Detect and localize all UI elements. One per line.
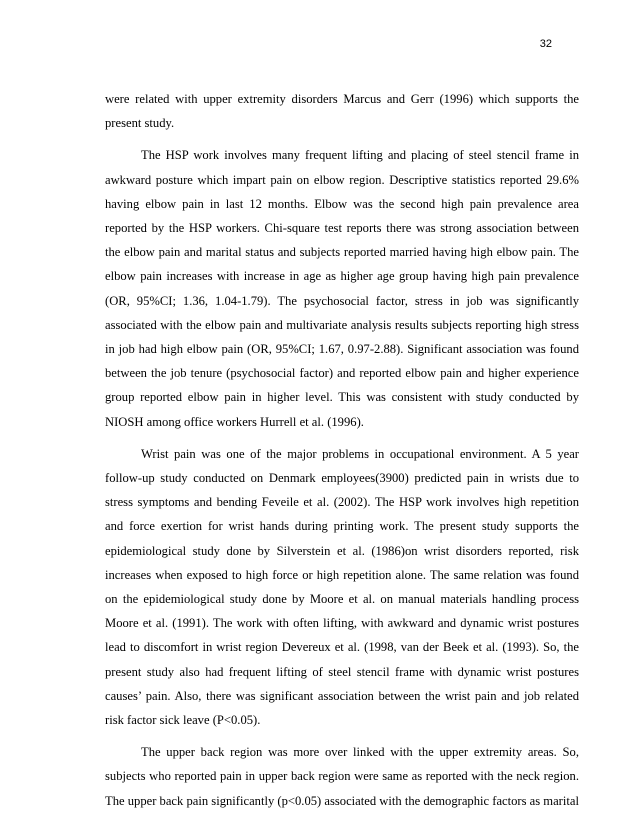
- body-text: [105, 87, 579, 821]
- paragraph-wrist-pain: Wrist pain was one of the major problems in occupational environment. A 5 year follow-up study conducted on Denmark employees(3900) predicted pain in wrists due to stress symptoms and bending Feveile et al. (2002). The HSP work involves high repetition and force exertion for wrist hands during printing work. The present study supports the epidemiological study done by Silverstein et al. (1986)on wrist disorders reported, risk increases when exposed to high force or high repetition alone. The same relation was found on the epidemiological study done by Moore et al. on manual materials handling process Moore et al. (1991). The work with often lifting, with awkward and dynamic wrist postures lead to discomfort in wrist region Devereux et al. (1998, van der Beek et al. (1993). So, the present study also had frequent lifting of steel stencil frame with dynamic wrist postures causes’ pain. Also, there was significant association between the wrist pain and job related risk factor sick leave (P<0.05).: [105, 446, 579, 728]
- paragraph-elbow-pain: The HSP work involves many frequent lifting and placing of steel stencil frame in awkward posture which impart pain on elbow region. Descriptive statistics reported 29.6% having elbow pain in last 12 months. Elbow was the second high pain prevalence area reported by the HSP workers. Chi-square test reports there was strong association between the elbow pain and marital status and subjects reported married having high elbow pain. The elbow pain increases with increase in age as higher age group having high pain prevalence (OR, 95%CI; 1.36, 1.04-1.79). The psychosocial factor, stress in job was significantly associated with the elbow pain and multivariate analysis results subjects reporting high stress in job had high elbow pain (OR, 95%CI; 1.67, 0.97-2.88). Significant association was found between the job tenure (psychosocial factor) and reported elbow pain and higher experience group reported elbow pain in higher level. This was consistent with study conducted by NIOSH among office workers Hurrell et al. (1996).: [105, 148, 579, 429]
- paragraph-continuation: were related with upper extremity disorders Marcus and Gerr (1996) which supports the present study.: [105, 92, 579, 131]
- paragraph-upper-back: The upper back region was more over linked with the upper extremity areas. So, subjects who reported pain in upper back region were same as reported with the neck region. The upper back pain significantly (p<0.05) associated with the demographic factors as marital: [105, 745, 579, 808]
- page-number: 32: [539, 38, 552, 50]
